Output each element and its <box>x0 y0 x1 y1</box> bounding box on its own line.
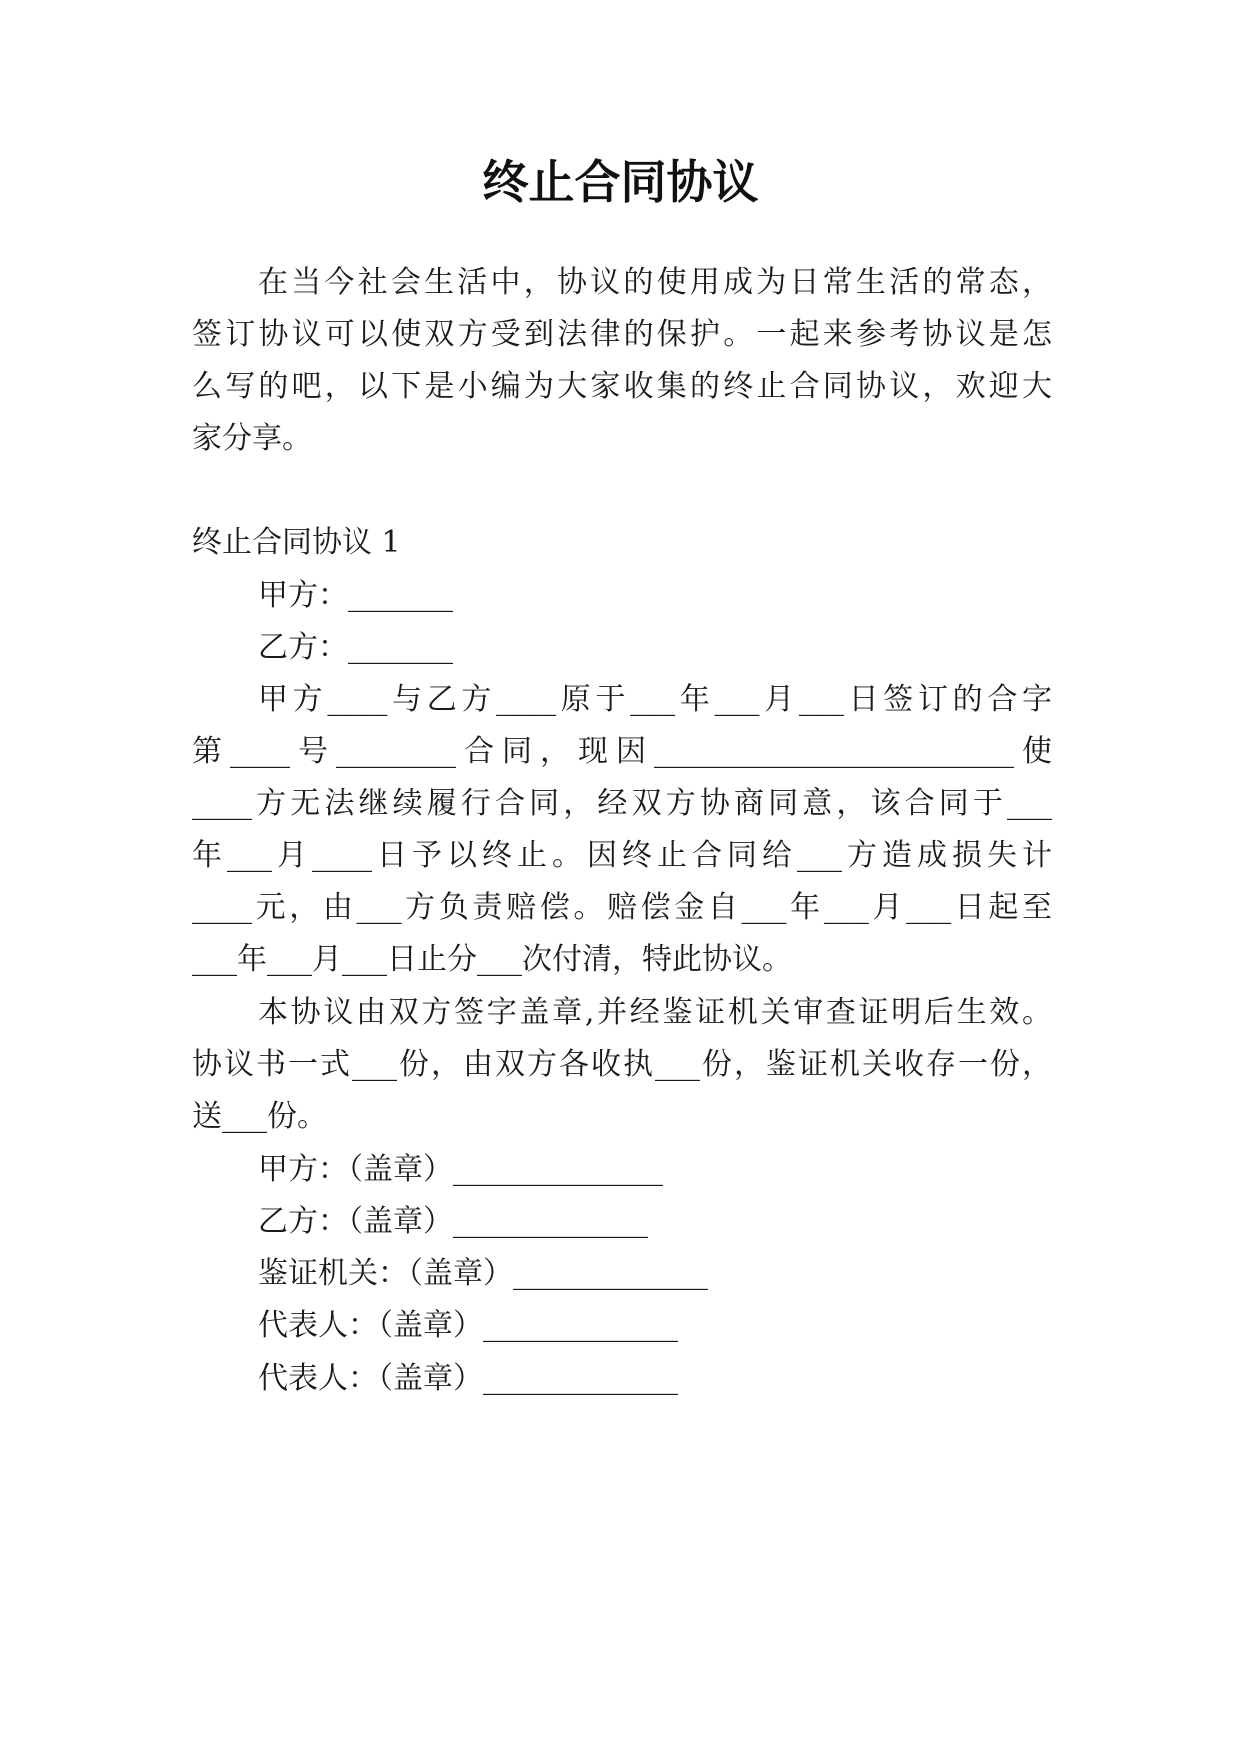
signature-party-b: 乙方：（盖章）_____________ <box>258 1204 648 1239</box>
signature-representative: 代表人：（盖章）_____________ <box>258 1361 678 1396</box>
body-line: ____元，由___方负责赔偿。赔偿金自___年___月___日起至 <box>192 890 1052 925</box>
body-line: 本协议由双方签字盖章,并经鉴证机关审查证明后生效。 <box>258 995 1052 1030</box>
intro-line: 家分享。 <box>192 421 312 456</box>
signature-representative: 代表人：（盖章）_____________ <box>258 1308 678 1343</box>
section-heading: 终止合同协议 1 <box>192 525 401 560</box>
document-title: 终止合同协议 <box>482 155 759 209</box>
body-line: 送___份。 <box>192 1099 327 1134</box>
body-line: ____方无法继续履行合同，经双方协商同意，该合同于___ <box>192 786 1052 821</box>
body-line: ___年___月___日止分___次付清，特此协议。 <box>192 942 792 977</box>
party-b-line: 乙方：_______ <box>258 630 453 665</box>
intro-line: 在当今社会生活中，协议的使用成为日常生活的常态， <box>258 265 1052 300</box>
party-a-line: 甲方：_______ <box>258 578 453 613</box>
intro-line: 么写的吧，以下是小编为大家收集的终止合同协议，欢迎大 <box>192 369 1052 404</box>
body-line: 第____号________合同，现因________________________使 <box>192 734 1052 769</box>
body-line: 协议书一式___份，由双方各收执___份，鉴证机关收存一份， <box>192 1047 1052 1082</box>
intro-line: 签订协议可以使双方受到法律的保护。一起来参考协议是怎 <box>192 317 1052 352</box>
signature-party-a: 甲方：（盖章）______________ <box>258 1152 663 1187</box>
body-line: 甲方____与乙方____原于___年___月___日签订的合字 <box>258 682 1052 717</box>
signature-authority: 鉴证机关：（盖章）_____________ <box>258 1256 708 1291</box>
body-line: 年___月____日予以终止。因终止合同给___方造成损失计 <box>192 838 1052 873</box>
